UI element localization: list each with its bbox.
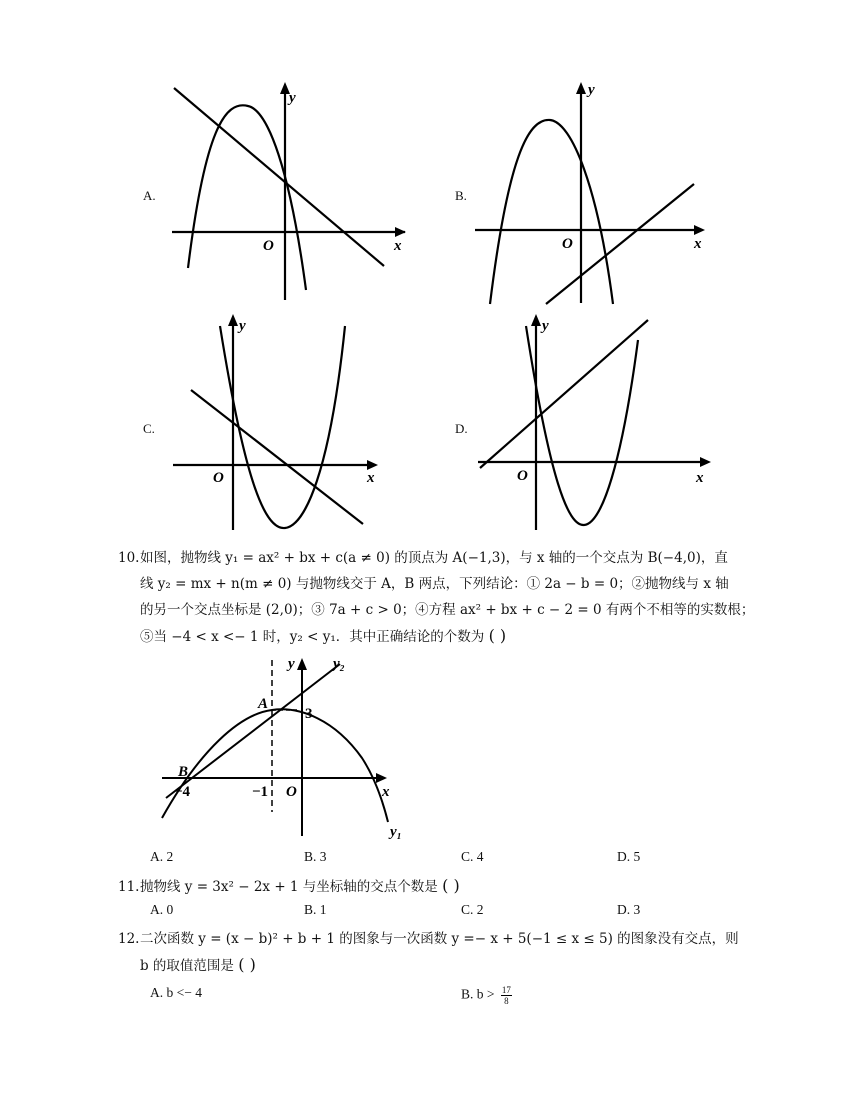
question-10-line4: ⑤当 −4 < x <− 1 时，y₂ < y₁．其中正确结论的个数为	[140, 629, 485, 645]
fraction-17-8	[501, 985, 512, 1006]
graph-d-x-label: x	[696, 470, 704, 486]
graph-b-parabola	[490, 120, 613, 304]
q10-label-y: y	[288, 656, 295, 672]
graph-a-parabola	[188, 105, 306, 290]
question-10-number: 10.	[118, 550, 140, 566]
graph-d-line	[480, 320, 648, 468]
graph-c-line	[191, 390, 363, 524]
graph-a-line	[174, 88, 384, 266]
graph-d-label: D.	[455, 421, 468, 436]
question-10-line3: 的另一个交点坐标是 (2,0)；③ 7a + c > 0；④方程 ax² + bx + c − 2 = 0 有两个不相等的实数根；	[140, 602, 755, 618]
q10-label-minus1: −1	[252, 784, 269, 800]
q10-label-3: 3	[305, 706, 313, 722]
fraction-denominator: 8	[504, 996, 509, 1006]
graph-b	[470, 78, 710, 306]
graph-b-y-label: y	[588, 82, 595, 98]
graph-a-label: A.	[143, 188, 156, 203]
question-12-number: 12.	[118, 931, 140, 947]
graph-a	[160, 80, 400, 305]
graph-c	[165, 312, 390, 534]
question-11-option-b[interactable]: B. 1	[304, 902, 327, 917]
graph-a-x-label: x	[394, 238, 402, 254]
question-10-line1: 如图，抛物线 y₁ = ax² + bx + c(a ≠ 0) 的顶点为 A(−1,3)，与 x 轴的一个交点为 B(−4,0)，直	[140, 550, 728, 566]
q10-label-y2: y₂	[333, 656, 345, 672]
question-10-line2: 线 y₂ = mx + n(m ≠ 0) 与抛物线交于 A，B 两点，下列结论：① 2a − b = 0；②抛物线与 x 轴	[140, 576, 729, 592]
q10-label-a: A	[258, 696, 269, 712]
q10-label-b: B	[178, 764, 189, 780]
question-12-line1: 二次函数 y = (x − b)² + b + 1 的图象与一次函数 y =− x + 5(−1 ≤ x ≤ 5) 的图象没有交点，则	[140, 931, 739, 947]
question-10-figure	[150, 650, 420, 842]
graph-a-y-label: y	[289, 90, 296, 106]
question-11-text: 抛物线 y = 3x² − 2x + 1 与坐标轴的交点个数是	[140, 879, 438, 895]
question-12	[118, 926, 758, 979]
graph-d	[470, 312, 715, 534]
graph-c-x-label: x	[367, 470, 375, 486]
question-12-option-b-prefix: B. b >	[461, 986, 495, 1002]
graph-b-label: B.	[455, 188, 467, 203]
q10-label-x: x	[382, 784, 390, 800]
question-11-option-a[interactable]: A. 0	[150, 902, 174, 917]
q10-label-origin: O	[286, 784, 297, 800]
question-11-option-c[interactable]: C. 2	[461, 902, 484, 917]
q10-label-minus4: −4	[174, 784, 191, 800]
graph-d-parabola	[526, 326, 638, 525]
graph-c-label: C.	[143, 421, 155, 436]
q10-parabola-y1	[162, 709, 388, 822]
graph-b-x-label: x	[694, 236, 702, 252]
graph-d-origin: O	[517, 468, 528, 484]
graph-b-origin: O	[562, 236, 573, 252]
question-12-answer-blank: ( )	[238, 955, 256, 974]
graph-c-origin: O	[213, 470, 224, 486]
question-10	[118, 545, 758, 650]
question-10-option-b[interactable]: B. 3	[304, 849, 327, 864]
question-11	[118, 873, 758, 900]
question-12-line2: b 的取值范围是	[140, 958, 234, 974]
question-10-option-c[interactable]: C. 4	[461, 849, 484, 864]
question-11-number: 11.	[118, 879, 140, 895]
graph-a-origin: O	[263, 238, 274, 254]
q10-label-y1: y₁	[390, 824, 402, 840]
question-11-option-d[interactable]: D. 3	[617, 902, 641, 917]
question-10-option-d[interactable]: D. 5	[617, 849, 641, 864]
graph-c-y-label: y	[239, 318, 246, 334]
question-10-option-a[interactable]: A. 2	[150, 849, 174, 864]
question-10-answer-blank: ( )	[488, 626, 507, 645]
question-12-option-a[interactable]: A. b <− 4	[150, 985, 202, 1000]
question-12-option-b[interactable]	[461, 985, 512, 1006]
question-11-answer-blank: ( )	[442, 876, 460, 895]
fraction-numerator: 17	[501, 985, 511, 995]
graph-d-y-label: y	[542, 318, 549, 334]
graph-c-parabola	[220, 326, 345, 528]
